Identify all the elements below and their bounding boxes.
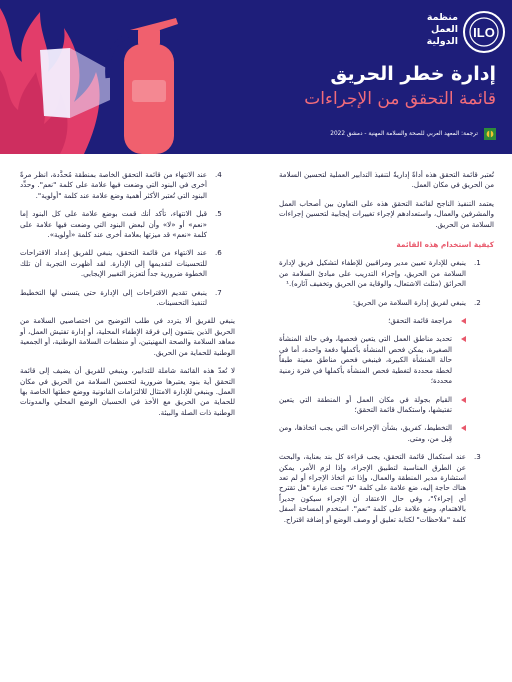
extinguisher-neck xyxy=(138,28,160,46)
item-number: 4. xyxy=(215,170,222,179)
item-text: ينبغي تقديم الاقتراحات إلى الإدارة حتى يتسنى لها التخطيط لتنفيذ التحسينات. xyxy=(20,287,207,308)
triangle-bullet-icon xyxy=(461,318,466,324)
extinguisher-handle xyxy=(130,18,178,30)
item-text: ينبغي للإدارة تعيين مدير ومراقبين للإطفاء لتشكيل فريق لإدارة السلامة من الحريق، وإجراء التدريب على مبادئ السلامة من الحرائق (مثلث الاشتعال، والوقاية من الحريق وتخفيف آثاره).¹ xyxy=(279,258,466,289)
numbered-item-4 xyxy=(20,170,235,201)
numbered-item-6 xyxy=(20,248,235,279)
fire-extinguisher-illustration xyxy=(0,0,215,154)
item-number: 1. xyxy=(474,258,481,268)
translation-credit xyxy=(196,128,496,140)
left-column xyxy=(20,170,235,426)
item-number: 5. xyxy=(215,209,222,219)
section-heading: كيفية استخدام هذه القائمة xyxy=(396,240,494,250)
item-number: 3. xyxy=(474,452,481,462)
page-subtitle: قائمة التحقق من الإجراءات xyxy=(304,89,496,109)
numbered-item-7 xyxy=(20,288,235,309)
intro-paragraph-1: تُعتبر قائمة التحقق هذه أداةً إداريةً لتنفيذ التدابير العملية لتحسين السلامة من الحريق في مكان العمل. xyxy=(279,170,494,190)
intro-paragraph-2: يعتمد التنفيذ الناجح لقائمة التحقق هذه على التعاون بين أصحاب العمل والمشرفين والعمال، واستعدادهم لإجراء تغييرات إيجابية لتحسين إجراءات السلامة من الحريق. xyxy=(279,198,494,229)
triangle-bullet-icon xyxy=(461,397,466,403)
sub-item-text: تحديد مناطق العمل التي يتعين فحصها، وفي حالة المنشأة الصغيرة، يمكن فحص المنشأة بأكملها دفعة واحدة، أما في حالة المنشأة الكبيرة، فينبغي فحص مناطق معينة طبقاً لخطة محددة لتغطية فحص المنشأة بأكملها في فترة زمنية محددة؛ xyxy=(279,334,452,386)
extinguisher-label xyxy=(132,80,166,102)
item-number: 6. xyxy=(215,248,222,258)
nozzle-beam-shape xyxy=(70,48,110,118)
numbered-item-3 xyxy=(279,452,494,525)
closing-paragraph-1: ينبغي للفريق ألا يتردد في طلب التوضيح من اختصاصيي السلامة من الحريق الذين ينتمون إلى فرقة الإطفاء المحلية، أو إدارة تفتيش العمل، أو معاهد السلامة والصحة المهنيتين، أو منظمات السلامة الوطنية، أو الجمعية الوطنية للحماية من الحريق. xyxy=(20,316,235,357)
item-number: 7. xyxy=(215,287,222,297)
page-title: إدارة خطر الحريق xyxy=(330,63,496,85)
closing-paragraph-2: لا تُعدّ هذه القائمة شاملة للتدابير، وينبغي للفريق أن يضيف إلى قائمة التحقق أية بنود يعتبرها ضرورية لتحسين السلامة من الحريق في مكان العمل. وينبغي للإدارة الامتثال للالتزامات القانونية ووضع خطتها الخاصة بها للحماية من الحريق مع الأخذ في الحسبان الوضع المحلي والمدونات الوطنية ذات الصلة والبيئة. xyxy=(20,366,235,417)
ilo-organization-name: منظمة العمل الدولية xyxy=(426,12,458,47)
sub-item-3 xyxy=(279,395,494,416)
sub-item-2 xyxy=(279,334,494,386)
item-number: 2. xyxy=(474,297,481,307)
sub-item-text: القيام بجولة في مكان العمل أو المنطقة التي يتعين تفتيشها، واستكمال قائمة التحقق؛ xyxy=(279,394,452,414)
numbered-item-1 xyxy=(279,258,494,289)
triangle-bullet-icon xyxy=(461,336,466,342)
right-column xyxy=(279,170,494,533)
ilo-logo-icon xyxy=(462,10,506,54)
item-text: عند الانتهاء من قائمة التحقق، ينبغي للفريق إعداد الاقتراحات للتحسينات لتقديمها إلى الإدارة. لقد أظهرت التجربة أن تلك الخطوة ضرورية جداً لتعزيز التغيير الإيجابي. xyxy=(20,248,207,279)
svg-text:ILO: ILO xyxy=(473,25,495,40)
translation-text: ترجمة: المعهد العربي للصحة والسلامة المهنية - دمشق 2022 xyxy=(330,131,478,137)
triangle-bullet-icon xyxy=(461,425,466,431)
header-banner xyxy=(0,0,512,154)
numbered-item-2 xyxy=(279,298,494,308)
item-text: عند الانتهاء من قائمة التحقق الخاصة بمنطقة مُحدَّدة، انظر مرةً أخرى في البنود التي وضعت فيها علامة على كلمة "نعم". وحدِّد البنود التي تُعتبر الأكثر أهمية وضع علامة عند كلمة "أولوية". xyxy=(20,170,207,200)
sub-item-4 xyxy=(279,423,494,444)
sub-item-text: مراجعة قائمة التحقق؛ xyxy=(388,316,452,326)
item-text: قبل الانتهاء، تأكد أنك قمت بوضع علامة على كل البنود إما «نعم» أو «لا» وأن لبعض البنود التي وضعت فيها علامة على كلمة «نعم» قد ميزتها بعلامة أخرى عند كلمة «أولوية». xyxy=(20,209,207,240)
item-text: ينبغي لفريق إدارة السلامة من الحريق: xyxy=(352,297,466,307)
light-beam-shape xyxy=(40,48,70,118)
sub-item-1 xyxy=(279,316,494,326)
item-text: عند استكمال قائمة التحقق، يجب قراءة كل بند بعناية، والبحث عن الطرق المناسبة لتطبيق الإجراء، وإذا لزم الأمر، يمكن استشارة مدير المنطقة والعمال، وإذا تم اتخاذ الإجراء أو لم تعد هناك حاجة إليه، ضع علامة على كلمة "لا" تحت عبارة "هل تقترح أي إجراء؟"، وفي حال الاعتقاد أن الإجراء سيكون جديراً بالاهتمام، وضع علامة على كلمة "نعم". استخدم المساحة أسفل كلمة "ملاحظات" لكتابة تعليق أو وصف الوضع أو إضافة اقتراح. xyxy=(279,452,466,524)
sub-item-text: التخطيط، كفريق، بشأن الإجراءات التي يجب اتخاذها، ومن قِبل من، ومتى. xyxy=(279,423,452,443)
numbered-item-5 xyxy=(20,209,235,240)
institute-logo-icon xyxy=(484,128,496,140)
